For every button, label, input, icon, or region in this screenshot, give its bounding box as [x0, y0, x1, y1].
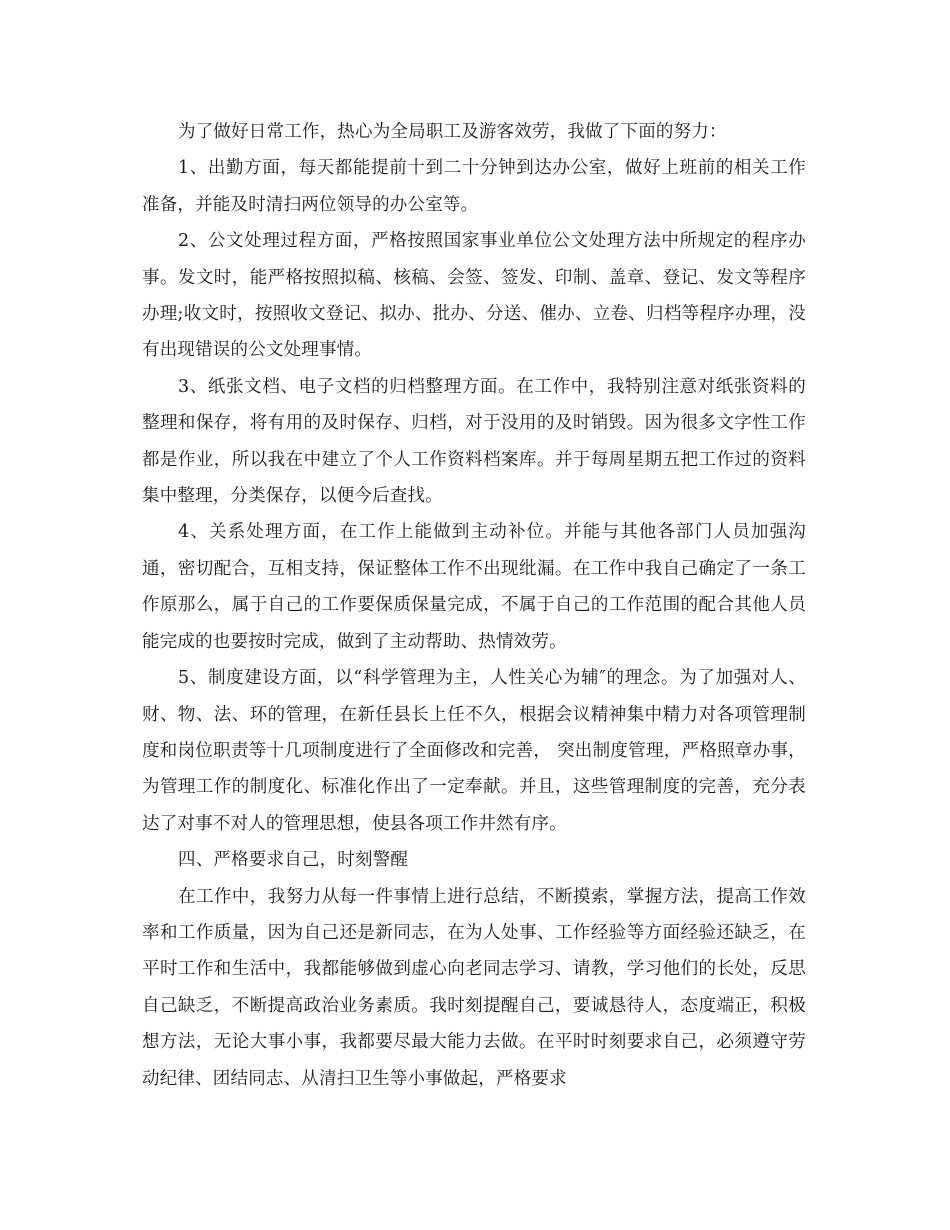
paragraph-system-building: 5、制度建设方面，以“科学管理为主，人性关心为辅″的理念。为了加强对人、财、物、法、环的管理，在新任县长上任不久，根据会议精神集中精力对各项管理制度和岗位职责等十几项制度进行了全面修改和完善， 突出制度管理，严格照章办事，为管理工作的制度化、标准化作出了一定奉献。并且，这些管理制度的完善，充分表达了对事不对人的管理思想，使县各项工作井然有序。 [142, 668, 806, 834]
paragraph-document-processing: 2、公文处理过程方面，严格按照国家事业单位公文处理方法中所规定的程序办事。发文时，能严格按照拟稿、核稿、会签、签发、印制、盖章、登记、发文等程序办理;收文时，按照收文登记、拟办、批办、分送、催办、立卷、归档等程序办理，没有出现错误的公文处理事情。 [142, 231, 806, 361]
section-heading-self-discipline: 四、严格要求自己，时刻警醒 [178, 850, 409, 871]
paragraph-intro: 为了做好日常工作，热心为全局职工及游客效劳，我做了下面的努力： [178, 122, 727, 142]
paragraph-self-discipline: 在工作中，我努力从每一件事情上进行总结，不断摸索，掌握方法，提高工作效率和工作质量，因为自己还是新同志，在为人处事、工作经验等方面经验还缺乏，在平时工作和生活中，我都能够做到虚心向老同志学习、请教，学习他们的长处，反思自己缺乏，不断提高政治业务素质。我时刻提醒自己，要诚恳待人，态度端正，积极想方法，无论大事小事，我都要尽最大能力去做。在平时时刻要求自己，必须遵守劳动纪律、团结同志、从清扫卫生等小事做起，严格要求 [142, 886, 806, 1089]
paragraph-relations: 4、关系处理方面，在工作上能做到主动补位。并能与其他各部门人员加强沟通，密切配合，互相支持，保证整体工作不出现纰漏。在工作中我自己确定了一条工作原那么，属于自己的工作要保质保量完成，不属于自己的工作范围的配合其他人员能完成的也要按时完成，做到了主动帮助、热情效劳。 [142, 522, 806, 652]
document-body [142, 114, 806, 1097]
paragraph-attendance: 1、出勤方面，每天都能提前十到二十分钟到达办公室，做好上班前的相关工作准备，并能及时清扫两位领导的办公室等。 [142, 158, 806, 215]
paragraph-archiving: 3、纸张文档、电子文档的归档整理方面。在工作中，我特别注意对纸张资料的整理和保存，将有用的及时保存、归档，对于没用的及时销毁。因为很多文字性工作都是作业，所以我在中建立了个人工作资料档案库。并于每周星期五把工作过的资料集中整理，分类保存，以便今后查找。 [142, 376, 806, 507]
